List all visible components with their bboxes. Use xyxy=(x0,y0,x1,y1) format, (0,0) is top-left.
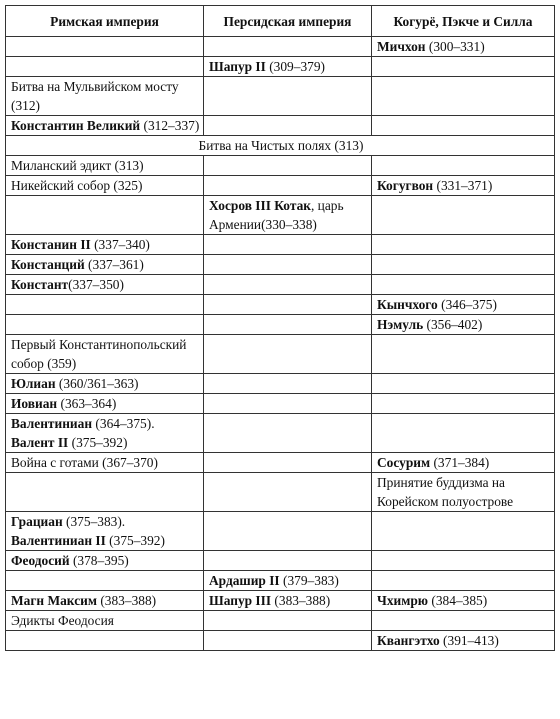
persian-cell xyxy=(204,235,372,255)
ruler-name: Шапур III xyxy=(209,593,272,608)
event-detail: (384–385) xyxy=(428,593,488,608)
roman-cell xyxy=(6,414,204,453)
roman-cell xyxy=(6,512,204,551)
header-row xyxy=(6,6,555,37)
korean-cell xyxy=(372,611,555,631)
event-detail: (300–331) xyxy=(425,39,485,54)
persian-cell xyxy=(204,57,372,77)
roman-cell xyxy=(6,315,204,335)
ruler-name: Квангэтхо xyxy=(377,633,440,648)
table-row xyxy=(6,394,555,414)
table-row xyxy=(6,196,555,235)
table-row xyxy=(6,551,555,571)
korean-cell xyxy=(372,57,555,77)
event-detail: (383–388) xyxy=(271,593,331,608)
table-row xyxy=(6,611,555,631)
table-row xyxy=(6,512,555,551)
table-row xyxy=(6,295,555,315)
korean-cell xyxy=(372,315,555,335)
chronology-table xyxy=(5,5,555,651)
event-detail: (337–361) xyxy=(84,257,144,272)
event-detail: (383–388) xyxy=(96,593,157,608)
roman-cell xyxy=(6,176,204,196)
table-row xyxy=(6,414,555,453)
table-row xyxy=(6,176,555,196)
event-detail: (375–392) xyxy=(68,435,128,450)
persian-cell xyxy=(204,275,372,295)
header-korean-kingdoms: Когурё, Пэкче и Силла xyxy=(372,6,555,37)
event-detail: (371–384) xyxy=(430,455,490,470)
roman-cell xyxy=(6,295,204,315)
persian-cell xyxy=(204,77,372,116)
ruler-name: Иовиан xyxy=(11,396,58,411)
roman-cell xyxy=(6,473,204,512)
korean-cell xyxy=(372,116,555,136)
table-row xyxy=(6,374,555,394)
ruler-name: Валент II xyxy=(11,435,69,450)
persian-cell xyxy=(204,512,372,551)
ruler-name: Шапур II xyxy=(209,59,266,74)
ruler-name: Нэмуль xyxy=(377,317,424,332)
ruler-name: Констанин II xyxy=(11,237,91,252)
ruler-name: Констант xyxy=(11,277,69,292)
roman-cell xyxy=(6,37,204,57)
persian-cell xyxy=(204,196,372,235)
event-detail: (346–375) xyxy=(437,297,497,312)
roman-cell xyxy=(6,255,204,275)
event-detail: (364–375). xyxy=(92,416,155,431)
ruler-name: Кынчхого xyxy=(377,297,438,312)
korean-cell xyxy=(372,235,555,255)
roman-cell xyxy=(6,631,204,651)
roman-cell xyxy=(6,394,204,414)
table-row xyxy=(6,631,555,651)
roman-cell xyxy=(6,275,204,295)
persian-cell xyxy=(204,473,372,512)
table-row xyxy=(6,255,555,275)
korean-cell xyxy=(372,77,555,116)
table-row xyxy=(6,315,555,335)
korean-cell xyxy=(372,591,555,611)
header-persian-empire: Персидская империя xyxy=(204,6,372,37)
persian-cell xyxy=(204,156,372,176)
persian-cell xyxy=(204,611,372,631)
event-detail: (312–337) xyxy=(140,118,200,133)
korean-cell xyxy=(372,156,555,176)
roman-cell xyxy=(6,374,204,394)
event-detail: , царь Армении(330–338) xyxy=(209,198,344,232)
table-row xyxy=(6,591,555,611)
ruler-name: Константин Великий xyxy=(11,118,141,133)
roman-cell xyxy=(6,335,204,374)
table-row xyxy=(6,335,555,374)
table-row xyxy=(6,116,555,136)
table-row xyxy=(6,275,555,295)
persian-cell xyxy=(204,571,372,591)
persian-cell xyxy=(204,551,372,571)
ruler-name: Валентиниан xyxy=(11,416,93,431)
event-text: Никейский собор (325) xyxy=(11,178,143,193)
event-detail: (375–383). xyxy=(62,514,126,529)
korean-cell xyxy=(372,275,555,295)
korean-cell xyxy=(372,196,555,235)
roman-cell xyxy=(6,551,204,571)
event-detail: (391–413) xyxy=(439,633,499,648)
event-detail: (363–364) xyxy=(57,396,117,411)
event-detail: (375–392) xyxy=(105,533,165,548)
korean-cell xyxy=(372,37,555,57)
ruler-name: Грациан xyxy=(11,514,63,529)
persian-cell xyxy=(204,255,372,275)
ruler-name: Магн Максим xyxy=(11,593,97,608)
persian-cell xyxy=(204,37,372,57)
korean-cell xyxy=(372,571,555,591)
ruler-name: Ардашир II xyxy=(209,573,280,588)
roman-cell xyxy=(6,77,204,116)
table-header xyxy=(6,6,555,37)
persian-cell xyxy=(204,335,372,374)
ruler-name: Констанций xyxy=(11,257,85,272)
event-text: Принятие буддизма на Корейском полуострове xyxy=(377,475,514,509)
persian-cell xyxy=(204,591,372,611)
event-text: Война с готами (367–370) xyxy=(11,455,158,470)
table-row xyxy=(6,37,555,57)
roman-cell xyxy=(6,196,204,235)
event-text: Первый Константинопольский собор (359) xyxy=(11,337,187,371)
persian-cell xyxy=(204,116,372,136)
roman-cell xyxy=(6,57,204,77)
roman-cell xyxy=(6,235,204,255)
ruler-name: Когугвон xyxy=(377,178,434,193)
spanning-event-cell: Битва на Чистых полях (313) xyxy=(6,136,555,156)
table-row xyxy=(6,453,555,473)
persian-cell xyxy=(204,295,372,315)
table-row xyxy=(6,156,555,176)
table-row xyxy=(6,571,555,591)
korean-cell xyxy=(372,335,555,374)
korean-cell xyxy=(372,414,555,453)
event-detail: (378–395) xyxy=(69,553,129,568)
korean-cell xyxy=(372,374,555,394)
table-body xyxy=(6,37,555,651)
ruler-name: Мичхон xyxy=(377,39,426,54)
table-row xyxy=(6,473,555,512)
korean-cell xyxy=(372,176,555,196)
table-row xyxy=(6,77,555,116)
event-text: Битва на Мульвийском мосту (312) xyxy=(11,79,179,113)
event-text: Миланский эдикт (313) xyxy=(11,158,144,173)
event-text: Эдикты Феодосия xyxy=(11,613,114,628)
persian-cell xyxy=(204,394,372,414)
ruler-name: Феодосий xyxy=(11,553,70,568)
persian-cell xyxy=(204,453,372,473)
event-detail: (379–383) xyxy=(279,573,339,588)
persian-cell xyxy=(204,176,372,196)
roman-cell xyxy=(6,571,204,591)
korean-cell xyxy=(372,295,555,315)
roman-cell xyxy=(6,591,204,611)
korean-cell xyxy=(372,453,555,473)
table-row xyxy=(6,57,555,77)
table-row xyxy=(6,136,555,156)
ruler-name: Сосурим xyxy=(377,455,431,470)
roman-cell xyxy=(6,611,204,631)
event-detail: (309–379) xyxy=(265,59,325,74)
persian-cell xyxy=(204,631,372,651)
korean-cell xyxy=(372,255,555,275)
ruler-name: Хосров III Котак xyxy=(209,198,311,213)
event-detail: (331–371) xyxy=(433,178,493,193)
event-detail: (337–350) xyxy=(68,277,124,292)
ruler-name: Чхимрю xyxy=(377,593,429,608)
korean-cell xyxy=(372,473,555,512)
ruler-name: Юлиан xyxy=(11,376,56,391)
roman-cell xyxy=(6,116,204,136)
persian-cell xyxy=(204,374,372,394)
persian-cell xyxy=(204,414,372,453)
table-row xyxy=(6,235,555,255)
korean-cell xyxy=(372,631,555,651)
roman-cell xyxy=(6,453,204,473)
korean-cell xyxy=(372,512,555,551)
roman-cell xyxy=(6,156,204,176)
korean-cell xyxy=(372,551,555,571)
header-roman-empire: Римская империя xyxy=(6,6,204,37)
korean-cell xyxy=(372,394,555,414)
event-detail: (356–402) xyxy=(423,317,483,332)
persian-cell xyxy=(204,315,372,335)
event-detail: (337–340) xyxy=(90,237,150,252)
ruler-name: Валентиниан II xyxy=(11,533,106,548)
event-detail: (360/361–363) xyxy=(55,376,139,391)
